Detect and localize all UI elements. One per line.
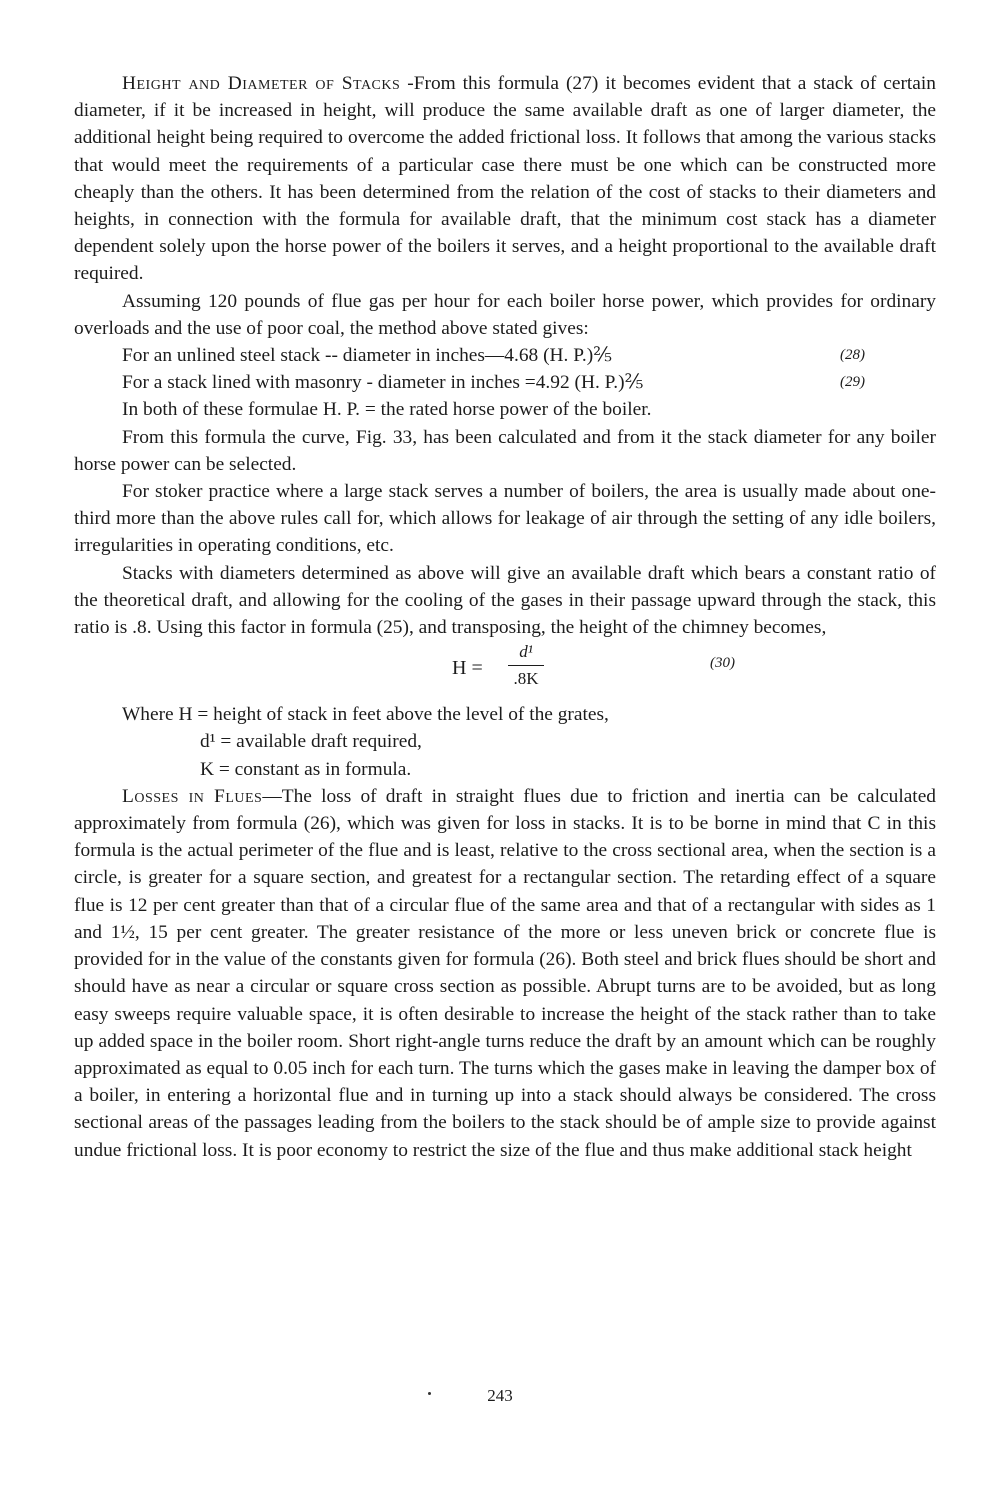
equation-29-number: (29) bbox=[840, 374, 865, 391]
paragraph-stoker: For stoker practice where a large stack serves a number of boilers, the area is usually made about one-third more than the above rules call for, which allows for leakage of air through the setting of any idle boilers, irregularities in operating conditions, etc. bbox=[74, 481, 936, 557]
where-line: K = constant as in formula. bbox=[200, 758, 412, 780]
equation-28 bbox=[74, 342, 936, 369]
equation-29 bbox=[74, 369, 936, 396]
formula-30 bbox=[74, 641, 936, 701]
paragraph-hp-definition: In both of these formulae H. P. = the rated horse power of the boiler. bbox=[122, 399, 652, 421]
equation-28-number: (28) bbox=[840, 347, 865, 364]
fraction-bar bbox=[508, 665, 544, 666]
section-heading-flues: Losses in Flues bbox=[122, 785, 263, 807]
formula-lhs: H = bbox=[452, 657, 483, 680]
where-line: d¹ = available draft required, bbox=[200, 731, 422, 753]
formula-numerator: d¹ bbox=[519, 642, 533, 662]
section-heading-stacks: Height and Diameter of Stacks bbox=[122, 73, 401, 94]
equation-28-text: For an unlined steel stack -- diameter in inches—4.68 (H. P.)⅖ bbox=[122, 345, 612, 367]
page-number: 243 bbox=[487, 1386, 513, 1405]
page-body bbox=[74, 70, 936, 1164]
paragraph-height-diameter bbox=[74, 70, 936, 288]
equation-29-text: For a stack lined with masonry - diameter in inches =4.92 (H. P.)⅖ bbox=[122, 372, 644, 394]
paragraph-ratio: Stacks with diameters determined as above will give an available draft which bears a constant ratio of the theoretical draft, and allowing for the cooling of the gases in their passage upward through the stack, this ratio is .8. Using this factor in formula (25), and transposing, the height of the chimney becomes, bbox=[74, 562, 936, 639]
paragraph-text: —The loss of draft in straight flues due to friction and inertia can be calculated approximately from formula (26), which was given for loss in stacks. It is to be borne in mind that C in this formula is the actual perimeter of the flue and is least, relative to the cross sectional area, when the section is a circle, is greater for a square section, and greatest for a rectangular section. The retarding effect of a square flue is 12 per cent greater than that of a circular flue of the same area and that of a rectangular with sides as 1 and 1½, 15 per cent greater. The greater resistance of the more or less uneven brick or concrete flue is provided for in the value of the constants given for formula (26). Both steel and brick flues should be short and should have as near a circular or square cross section as possible. Abrupt turns are to be avoided, but as long easy sweeps require valuable space, it is often desirable to increase the height of the stack rather than to take up added space in the boiler room. Short right-angle turns reduce the draft by an amount which can be roughly approximated as equal to 0.05 inch for each turn. The turns which the gases make in leaving the damper box of a boiler, in entering a horizontal flue and in turning up into a stack should always be considered. The cross sectional areas of the passages leading from the boilers to the stack should be of ample size to provide against undue frictional loss. It is poor economy to restrict the size of the flue and thus make additional stack height bbox=[74, 785, 936, 1161]
formula-denominator: .8K bbox=[513, 669, 539, 689]
paragraph-losses-in-flues bbox=[74, 783, 936, 1164]
paragraph-assuming: Assuming 120 pounds of flue gas per hour for each boiler horse power, which provides for ordinary overloads and the use of poor coal, the method above stated gives: bbox=[74, 290, 936, 339]
where-line: Where H = height of stack in feet above the level of the grates, bbox=[122, 704, 609, 726]
paragraph-curve: From this formula the curve, Fig. 33, has been calculated and from it the stack diameter for any boiler horse power can be selected. bbox=[74, 426, 936, 475]
formula-fraction bbox=[504, 641, 548, 690]
formula-number: (30) bbox=[710, 655, 735, 672]
where-definitions bbox=[74, 701, 936, 783]
paragraph-text: -From this formula (27) it becomes evident that a stack of certain diameter, if it be increased in height, will produce the same available draft as one of larger diameter, the additional height being required to overcome the added frictional loss. It follows that among the various stacks that would meet the requirements of a particular case there must be one which can be constructed more cheaply than the others. It has been determined from the relation of the cost of stacks to their diameters and heights, in connection with the formula for available draft, that the minimum cost stack has a diameter dependent solely upon the horse power of the boilers it serves, and a height proportional to the available draft required. bbox=[74, 73, 936, 285]
